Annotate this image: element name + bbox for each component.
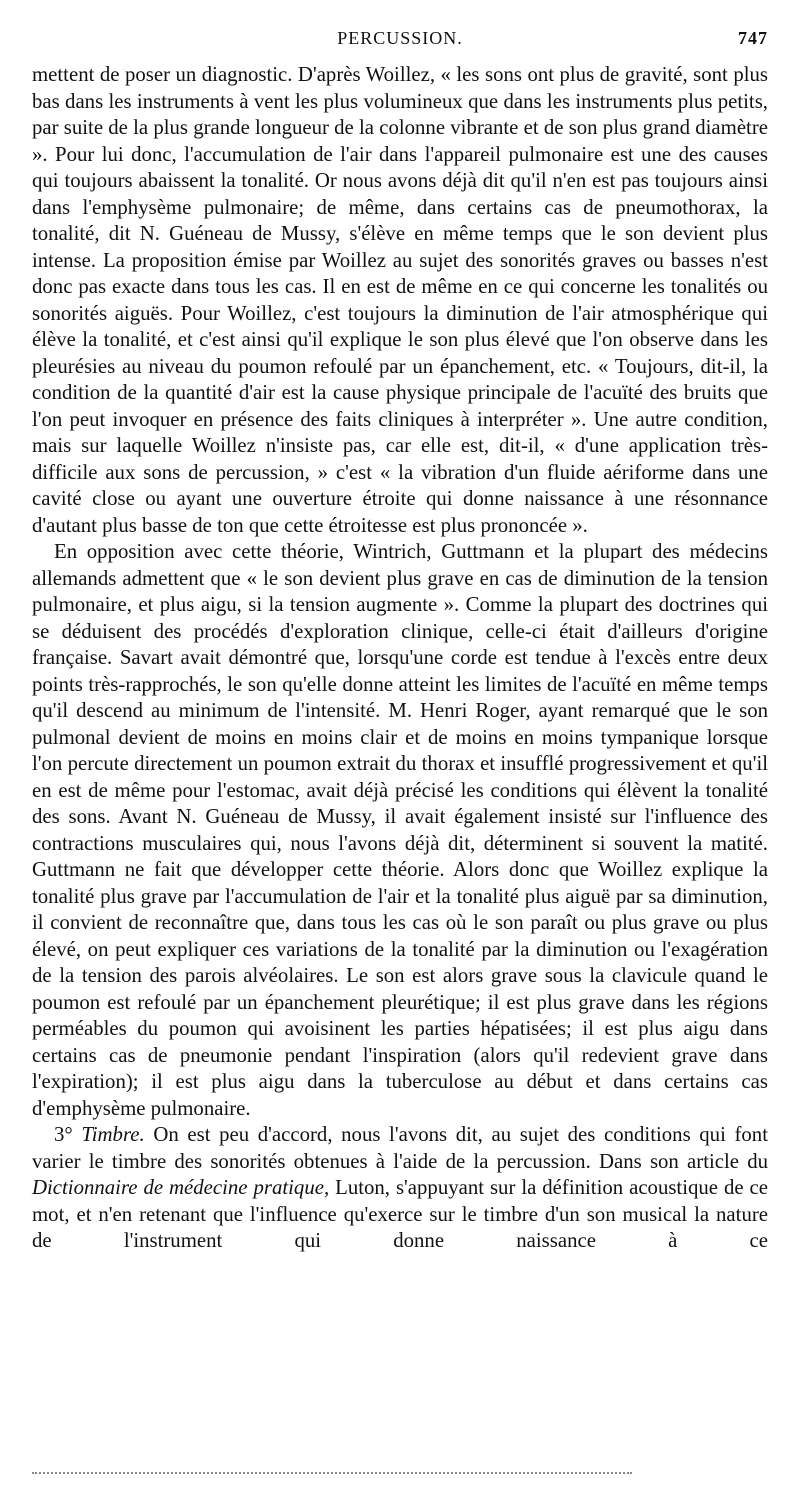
running-title: PERCUSSION. <box>337 28 463 48</box>
timbre-text-start: On est peu d'accord, nous l'avons dit, au sujet des conditions qui font varier le timbre des sonorités obtenues à l'aide de la percussion. Dans son article du <box>32 1123 768 1173</box>
paragraph-opposition: En opposition avec cette théorie, Wintrich, Guttmann et la plupart des médecins allemands admettent que « le son devient plus grave en cas de diminution de la tension pulmonaire, et plus aigu, si la tension augmente ». Comme la plupart des doctrines qui se déduisent des procédés d'exploration clinique, celle-ci était d'ailleurs d'origine française. Savart avait démontré que, lorsqu'une corde est tendue à l'excès entre deux points très-rapprochés, le son qu'elle donne atteint les limites de l'acuïté en même temps qu'il descend au minimum de l'intensité. M. Henri Roger, ayant remarqué que le son pulmonal devient de moins en moins clair et de moins en moins tympanique lorsque l'on percute directement un poumon extrait du thorax et insufflé progressivement et qu'il en est de même pour l'estomac, avait déjà précisé les conditions qui élèvent la tonalité des sons. Avant N. Guéneau de Mussy, il avait également insisté sur l'influence des contractions musculaires qui, nous l'avons déjà dit, déterminent si souvent la matité. Guttmann ne fait que développer cette théorie. Alors donc que Woillez explique la tonalité plus grave par l'accumulation de l'air et la tonalité plus aiguë par sa diminution, il convient de reconnaître que, dans tous les cas où le son paraît ou plus grave ou plus élevé, on peut expliquer ces variations de la tonalité par la diminution ou l'exagération de la tension des parois alvéolaires. Le son est alors grave sous la clavicule quand le poumon est refoulé par un épanchement pleurétique; il est plus grave dans les régions perméables du poumon qui avoisinent les parties hépatisées; il est plus aigu dans certains cas de pneumonie pendant l'inspiration (alors qu'il redevient grave dans l'expiration); il est plus aigu dans la tuberculose au début et dans certains cas d'emphysème pulmonaire. <box>32 540 768 1120</box>
section-number: 3° <box>54 1123 73 1146</box>
running-head <box>32 28 768 58</box>
section-label: Timbre. <box>81 1123 145 1146</box>
footer-rule <box>32 1472 632 1474</box>
page-number: 747 <box>738 28 768 48</box>
timbre-text-end: Luton, s'appuyant sur la définition acoustique de ce mot, et n'en retenant que l'influence qu'exerce sur le timbre d'un son musical la nature de l'instrument qui donne naissance à ce <box>32 1176 769 1252</box>
paragraph-timbre <box>32 1122 768 1255</box>
body-text <box>32 62 768 1255</box>
paragraph-continued: mettent de poser un diagnostic. D'après Woillez, « les sons ont plus de gravité, sont plus bas dans les instruments à vent les plus volumineux que dans les instruments plus petits, par suite de la plus grande longueur de la colonne vibrante et de son plus grand diamètre ». Pour lui donc, l'accumulation de l'air dans l'appareil pulmonaire est une des causes qui toujours abaissent la tonalité. Or nous avons déjà dit qu'il n'en est pas toujours ainsi dans l'emphysème pulmonaire; de même, dans certains cas de pneumothorax, la tonalité, dit N. Guéneau de Mussy, s'élève en même temps que le son devient plus intense. La proposition émise par Woillez au sujet des sonorités graves ou basses n'est donc pas exacte dans tous les cas. Il en est de même en ce qui concerne les tonalités ou sonorités aiguës. Pour Woillez, c'est toujours la diminution de l'air atmosphérique qui élève la tonalité, et c'est ainsi qu'il explique le son plus élevé que l'on observe dans les pleurésies au niveau du poumon refoulé par un épanchement, etc. « Toujours, dit-il, la condition de la quantité d'air est la cause physique principale de l'acuïté des bruits que l'on peut invoquer en présence des faits cliniques à interpréter ». Une autre condition, mais sur laquelle Woillez n'insiste pas, car elle est, dit-il, « d'une application très-difficile aux sons de percussion, » c'est « la vibration d'un fluide aériforme dans une cavité close ou ayant une ouverture étroite qui donne naissance à une résonnance d'autant plus basse de ton que cette étroitesse est plus prononcée ». <box>32 63 768 537</box>
cited-work-title: Dictionnaire de médecine pratique, <box>32 1176 330 1199</box>
